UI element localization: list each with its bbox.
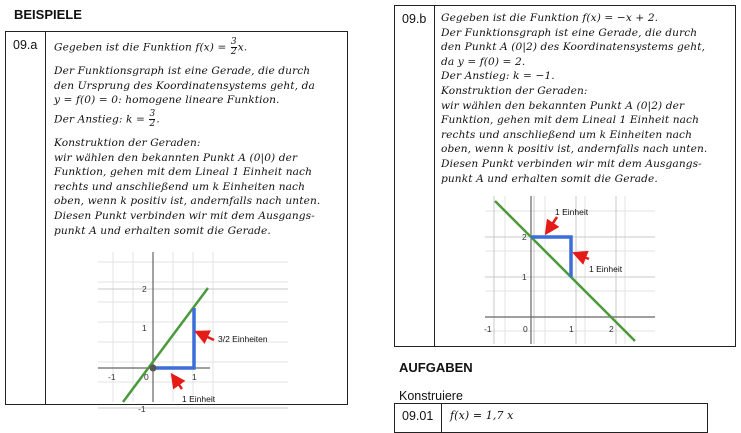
task-number: 09.01 <box>395 404 442 432</box>
x-tick-label: -1 <box>484 324 492 334</box>
tasks-heading: AUFGABEN <box>399 360 473 375</box>
annotation-right-09b: 1 Einheit <box>589 264 623 274</box>
tasks-label: Konstruiere <box>399 389 463 403</box>
point-a-09a <box>150 365 157 372</box>
annotation-right-09a: 3/2 Einheiten <box>218 334 268 344</box>
y-tick-label: 1 <box>142 323 147 333</box>
x-tick-label: 0 <box>523 324 528 334</box>
y-tick-label: 1 <box>522 272 527 282</box>
annotation-top-09b: 1 Einheit <box>555 207 589 217</box>
example-09a-box <box>5 31 348 414</box>
task-09-01-box <box>394 403 708 433</box>
x-tick-label: 0 <box>144 372 149 382</box>
y-tick-label: 2 <box>522 232 527 242</box>
example-09a-construction: Konstruktion der Geraden: wir wählen den bekannten Punkt A (0|0) der Funktion, gehen mit dem Lineal 1 Einheit nach rechts und anschließend um k Einheiten nach oben, wenn k positiv ist, andernfalls nach unten. Diesen Punkt verbinden wir mit dem Ausgangs- punkt A und erhalten somit die Gerade. <box>54 137 321 237</box>
y-tick-label: 2 <box>142 284 147 294</box>
y-tick-label: -1 <box>138 404 146 414</box>
arrow-right-09b <box>579 255 589 259</box>
x-tick-label: 2 <box>609 324 614 334</box>
arrow-bottom-09a <box>175 379 182 389</box>
x-tick-label: -1 <box>108 372 116 382</box>
example-09a-slope: Der Anstieg: k = $\frac{3}{2}$ . <box>54 109 160 129</box>
graph-09b <box>485 196 655 344</box>
fraction: $\frac{3}{2}$ <box>149 109 156 129</box>
x-tick-label: 1 <box>192 372 197 382</box>
example-09b-box <box>394 5 736 347</box>
arrow-right-09a <box>201 334 214 340</box>
arrow-top-09b <box>549 217 557 229</box>
examples-heading: BEISPIELE <box>14 7 82 22</box>
graph-09a <box>98 252 288 414</box>
example-number: 09.b <box>395 6 435 346</box>
example-09b-text: Gegeben ist die Funktion f(x) = −x + 2. Der Funktionsgraph ist eine Gerade, die durch den Punkt A (0|2) des Koordinatensystems geht, da y = f(0) = 2. Der Anstieg: k = −1. Konstruktion der Geraden: wir wählen den bekannten Punkt A (0|2) der Funktion, gehen mit dem Lineal 1 Einheit nach rechts und anschließend um k Einheiten nach oben, wenn k positiv ist, andernfalls nach unten. Diesen Punkt verbinden wir mit dem Ausgangs- punkt A und erhalten somit die Gerade. <box>441 12 708 185</box>
task-expression: f(x) = 1,7 x <box>450 409 514 422</box>
example-09a-given: Gegeben ist die Funktion f(x) = $\frac{3}{2}$ x. <box>54 37 248 57</box>
x-tick-label: 1 <box>569 324 574 334</box>
annotation-bottom-09a: 1 Einheit <box>182 394 216 404</box>
example-09a-description: Der Funktionsgraph ist eine Gerade, die durch den Ursprung des Koordinatensystems geht, da y = f(0) = 0: homogene lineare Funktion. <box>54 65 315 107</box>
example-number: 09.a <box>6 32 46 404</box>
fraction: $\frac{3}{2}$ <box>230 37 237 57</box>
